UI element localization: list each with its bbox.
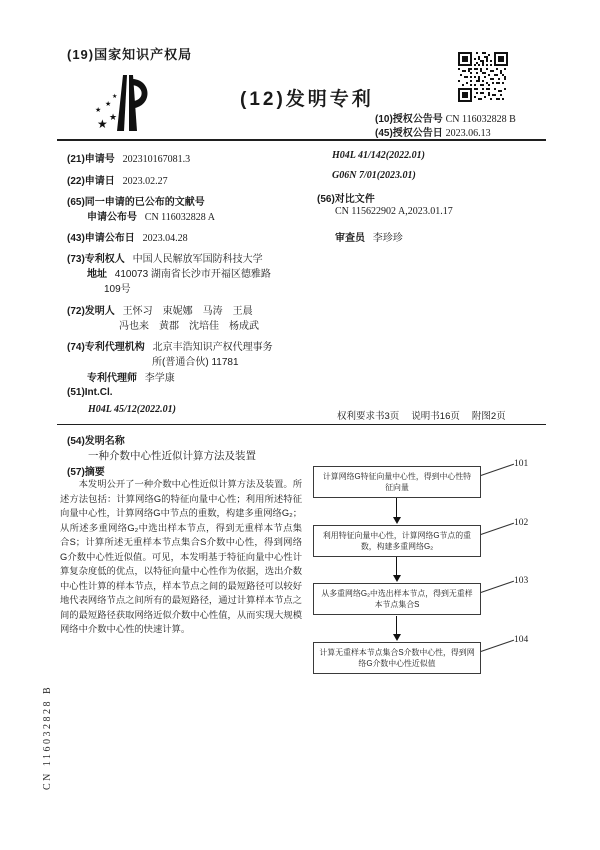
flowchart-step-4-box: 计算无重样本节点集合S介数中心性，得到网络G介数中心性近似值 [313,642,481,674]
arrow-down-shaft [396,498,397,518]
field-label: (51)Int.Cl. [67,387,113,398]
int-cl-code: H04L 45/12(2022.01) [88,404,176,415]
field-value: 2023.02.27 [122,176,168,187]
vertical-doc-number: CN 116032828 B [42,684,53,790]
step-ref-101: 101 [514,459,529,469]
flowchart-step-1-box: 计算网络G特征向量中心性，得到中心性特征向量 [313,466,481,498]
inventors-row [67,302,253,317]
cnipa-logo-icon [93,72,155,136]
step-ref-104: 104 [514,635,529,645]
arrow-down-shaft [396,616,397,635]
invention-title-label: (54)发明名称 [67,436,125,447]
figures-pages: 附图2页 [471,411,506,422]
step-ref-103: 103 [514,576,529,586]
inventors-line2 [119,317,259,332]
arrow-down-icon [393,575,401,582]
field-value: 109号 [104,284,131,295]
field-value: 中国人民解放军国防科技大学 [132,254,263,265]
leader-line-3 [481,581,514,593]
field-label: (72)发明人 [67,306,115,317]
flowchart-step-3-box: 从多重网络G₂中选出样本节点，得到无重样本节点集合S [313,583,481,615]
field-label: (21)申请号 [67,154,115,165]
patentee-row [67,250,263,265]
svg-text:★: ★ [105,101,112,108]
leader-line-4 [481,640,514,652]
publication-date-row [67,229,188,244]
field-value: 北京丰浩知识产权代理事务 [152,342,273,353]
examiner-row [335,229,403,244]
address-row [87,265,271,280]
examiner-label: 审查员 [335,233,365,244]
description-pages: 说明书16页 [411,411,460,422]
grant-number-label: (10)授权公告号 [375,114,443,125]
arrow-down-icon [393,517,401,524]
field-label: (73)专利权人 [67,254,125,265]
application-date-row [67,172,168,187]
abstract-label: (57)摘要 [67,467,105,478]
field-value: 王怀习 束妮娜 马涛 王晨 [122,306,253,317]
classification-code-2: G06N 7/01(2023.01) [332,170,416,181]
svg-text:★: ★ [109,112,118,122]
field-label: (43)申请公布日 [67,233,135,244]
field-label: (65)同一申请的已公布的文献号 [67,197,205,208]
classification-code-1: H04L 41/142(2022.01) [332,150,425,161]
grant-publication-date [375,124,491,139]
field-value: 冯也来 黄郡 沈培佳 杨成武 [119,321,259,332]
header-divider [57,139,546,141]
publication-number-row [87,208,215,223]
arrow-down-shaft [396,557,397,576]
agent-row [87,369,175,384]
cited-documents-label: (56)对比文件 [317,194,375,205]
field-label: 地址 [87,269,107,280]
qr-code-icon [457,52,509,102]
field-label: (74)专利代理机构 [67,342,145,353]
grant-date-label: (45)授权公告日 [375,128,443,139]
grant-date-value: 2023.06.13 [445,128,491,139]
application-number-row [67,150,190,165]
svg-text:★: ★ [112,94,118,100]
arrow-down-icon [393,634,401,641]
cited-document-value: CN 115622902 A,2023.01.17 [335,206,453,217]
agency-line2 [152,353,239,368]
svg-text:★: ★ [95,107,102,114]
field-value: 202310167081.3 [122,154,191,165]
grant-publication-number [375,110,516,125]
field-value: 李学康 [144,373,175,384]
field-label: 申请公布号 [87,212,137,223]
int-cl-row [67,387,118,398]
abstract-text: 本发明公开了一种介数中心性近似计算方法及装置。所述方法包括：计算网络G的特征向量中心性；利用所述特征向量中心性，计算网络G中节点的重数，构建多重网络G₂；从所述多重网络G₂中选出样本节点，得到无重样本节点集合S；计算所述无重样本节点集合S介数中心性，得到网络G介数中心性近似值。可见，本发明基于特征向量中心性计算复杂度低的优点，以特征向量中心性作为依据，选出介数中心性计算的样本节点，样本节点之间的最短路径可以较好地代表网络节点之间所有的最短路径，通过计算样本节点之间的最短路径获取网络近似介数中心性值，从而实现大规模网络中介数中心性的快速计算。 [60,479,302,635]
leader-line-1 [481,464,514,476]
document-type-title: (12)发明专利 [240,89,374,110]
section-divider [57,424,546,425]
field-label: 专利代理师 [87,373,137,384]
flowchart-figure [300,456,548,698]
field-value: 410073 湖南省长沙市开福区德雅路 [114,269,271,280]
field-label: (22)申请日 [67,176,115,187]
svg-text:★: ★ [97,117,108,131]
field-value: 2023.04.28 [142,233,188,244]
field-value: CN 116032828 A [144,212,215,223]
leader-line-2 [481,523,514,535]
step-ref-102: 102 [514,518,529,528]
document-pages-summary [337,408,518,422]
grant-number-value: CN 116032828 B [445,114,516,125]
agency-row [67,338,273,353]
flowchart-step-2-box: 利用特征向量中心性，计算网络G节点的重数，构建多重网络G₂ [313,525,481,557]
patent-office-label: (19)国家知识产权局 [67,47,193,62]
address-line2 [104,280,131,295]
invention-title: 一种介数中心性近似计算方法及装置 [88,450,256,462]
prior-publication-row [67,193,210,208]
claims-pages: 权利要求书3页 [337,411,400,422]
examiner-name: 李珍珍 [372,233,403,244]
field-value: 所(普通合伙) 11781 [152,357,239,368]
